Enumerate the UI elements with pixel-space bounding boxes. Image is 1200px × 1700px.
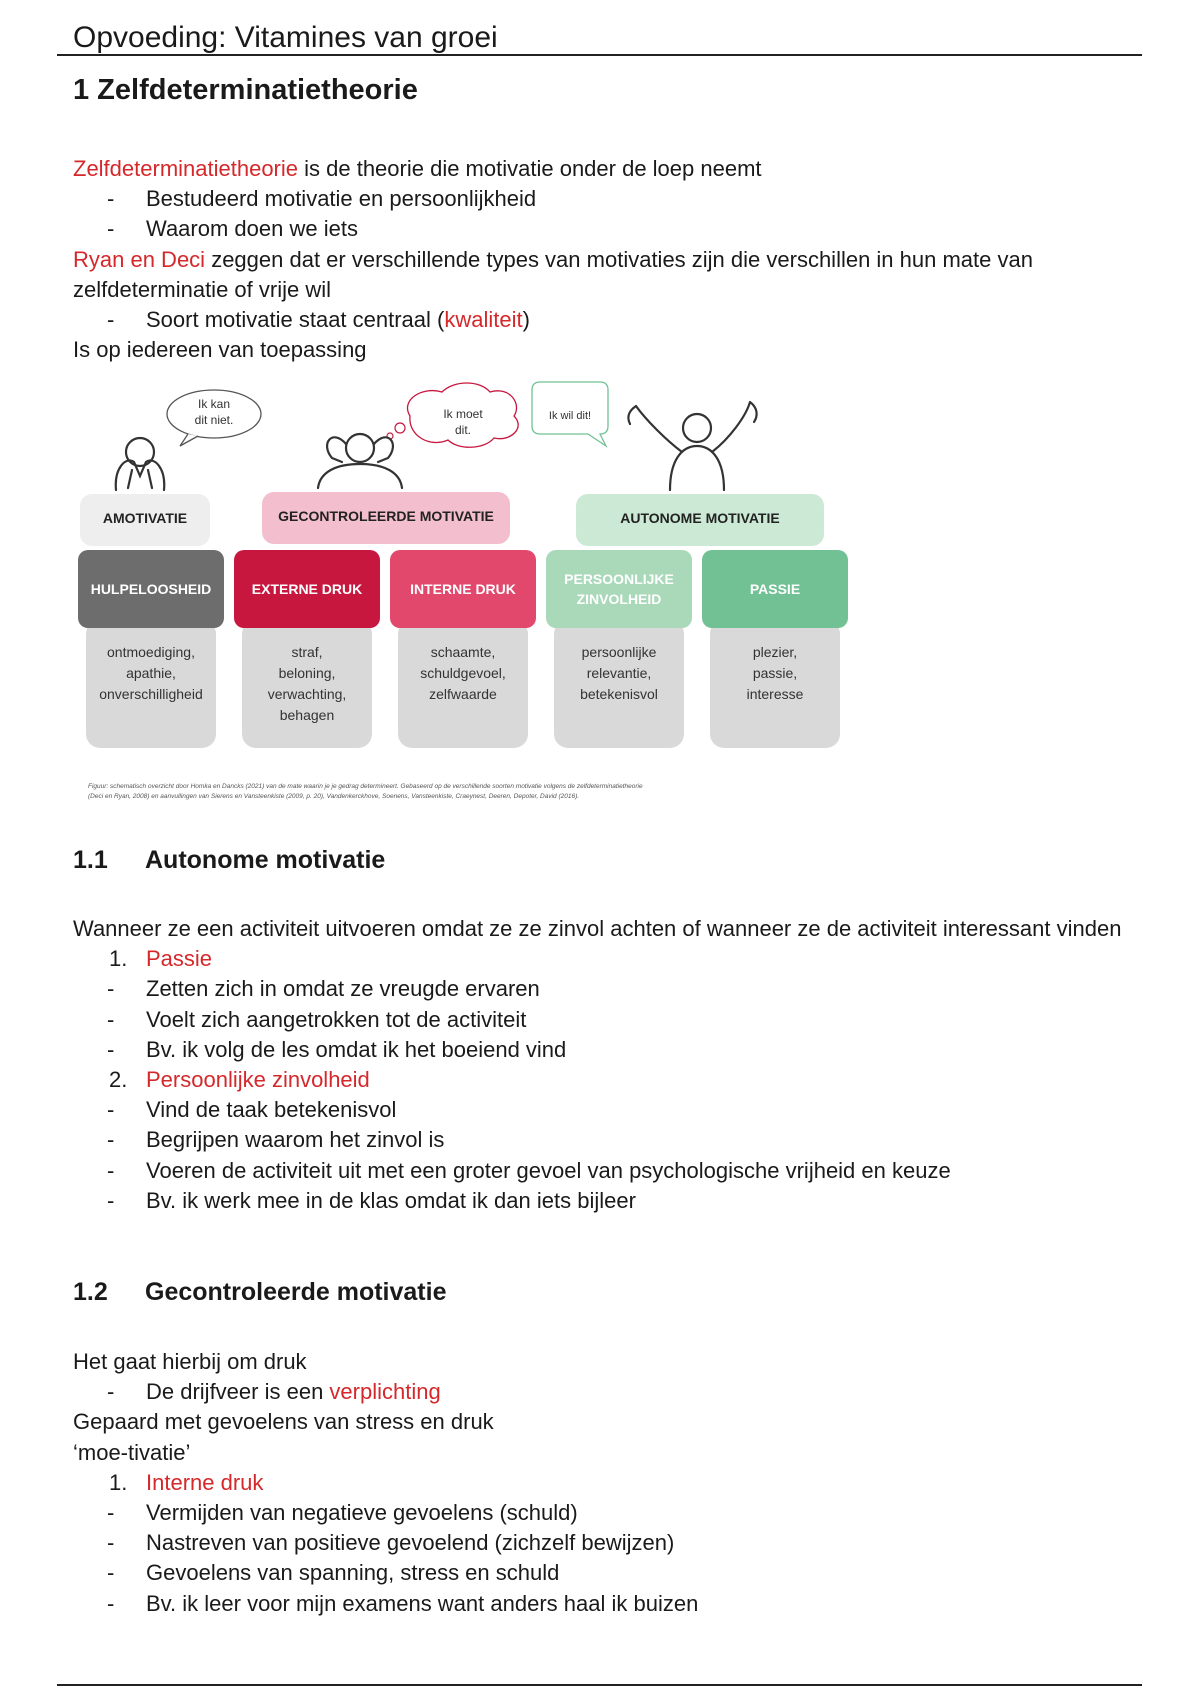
term-verplichting: verplichting (329, 1379, 441, 1405)
list-item: - Nastreven van positieve gevoelend (zichzelf bewijzen) (107, 1530, 675, 1556)
document-header (57, 22, 1142, 56)
numbered-item-interne-druk: 1. Interne druk (109, 1469, 264, 1495)
speech-bubble-1-tail (180, 434, 198, 446)
category-passie: PASSIE (702, 550, 848, 628)
category-interne-druk: INTERNE DRUK (390, 550, 536, 628)
list-item: - Voelt zich aangetrokken tot de activiteit (107, 1006, 527, 1032)
list-item: - Vind de taak betekenisvol (107, 1097, 397, 1123)
list-item: - Bv. ik leer voor mijn examens want anders haal ik buizen (107, 1590, 699, 1616)
helpless-figure-icon (116, 438, 164, 490)
desc-externe-druk: straf, beloning, verwachting, behagen (242, 620, 372, 748)
section-1-1-title: 1.1 Autonome motivatie (73, 846, 386, 874)
intro-line: Zelfdeterminatietheorie is de theorie die motivatie onder de loep neemt (73, 156, 762, 181)
section-1-1-body (73, 914, 1133, 1216)
group-gecontroleerde-motivatie: GECONTROLEERDE MOTIVATIE (262, 492, 510, 544)
list-item: - Zetten zich in omdat ze vreugde ervaren (107, 976, 540, 1002)
list-item: - Begrijpen waarom het zinvol is (107, 1127, 445, 1153)
group-autonome-motivatie: AUTONOME MOTIVATIE (576, 494, 824, 546)
list-item: - Waarom doen we iets (107, 216, 358, 242)
section-1-2-body (73, 1347, 1133, 1619)
stressed-figure-icon (318, 434, 402, 488)
ryan-deci-line: Ryan en Deci zeggen dat er verschillende types van motivaties zijn die verschillen in hun mate van zelfdeterminatie of vrije wil (73, 246, 1033, 302)
bubble-1-text: Ik kan dit niet. (194, 397, 234, 427)
section-1-body (73, 154, 1133, 365)
category-hulpeloosheid: HULPELOOSHEID (78, 550, 224, 628)
desc-interne-druk: schaamte, schuldgevoel, zelfwaarde (398, 620, 528, 748)
numbered-item-passie: 1. Passie (109, 946, 213, 972)
list-item: - Bv. ik volg de les omdat ik het boeiend vind (107, 1036, 567, 1062)
term-ryan-deci: Ryan en Deci (73, 246, 206, 272)
bubble-2-text: Ik moet dit. (443, 407, 483, 437)
category-persoonlijke-zinvolheid: PERSOONLIJKE ZINVOLHEID (546, 550, 692, 628)
list-item: - Voeren de activiteit uit met een groter gevoel van psychologische vrijheid en keuze (107, 1157, 951, 1183)
section-1-2-title: 1.2 Gecontroleerde motivatie (73, 1278, 447, 1306)
numbered-item-zinvolheid: 2. Persoonlijke zinvolheid (109, 1067, 370, 1093)
desc-passie: plezier, passie, interesse (710, 620, 840, 748)
footer-rule (57, 1684, 1142, 1686)
motivation-diagram (70, 380, 870, 810)
stress-line: Gepaard met gevoelens van stress en druk (73, 1409, 494, 1435)
bubble-3-text: Ik wil dit! (548, 410, 592, 422)
list-item: - Bv. ik werk mee in de klas omdat ik dan iets bijleer (107, 1187, 636, 1213)
closing-line: Is op iedereen van toepassing (73, 337, 367, 363)
section-1-title: 1 Zelfdeterminatietheorie (73, 74, 418, 106)
desc-persoonlijke-zinvolheid: persoonlijke relevantie, betekenisvol (554, 620, 684, 748)
header-title: Opvoeding: Vitamines van groei (73, 21, 498, 54)
list-item: - Bestudeerd motivatie en persoonlijkheid (107, 186, 537, 212)
moe-tivatie-line: ‘moe-tivatie’ (73, 1439, 191, 1465)
list-item: - De drijfveer is een verplichting (107, 1379, 441, 1405)
list-item: - Soort motivatie staat centraal (kwaliteit) (107, 307, 530, 333)
category-externe-druk: EXTERNE DRUK (234, 550, 380, 628)
group-amotivatie: AMOTIVATIE (80, 494, 210, 546)
gecontroleerde-intro: Het gaat hierbij om druk (73, 1349, 307, 1374)
autonome-intro: Wanneer ze een activiteit uitvoeren omdat ze ze zinvol achten of wanneer ze de activiteit interessant vinden (73, 916, 1122, 941)
term-kwaliteit: kwaliteit (444, 307, 523, 333)
list-item: - Vermijden van negatieve gevoelens (schuld) (107, 1500, 578, 1526)
list-item: - Gevoelens van spanning, stress en schuld (107, 1560, 560, 1586)
figure-caption: Figuur: schematisch overzicht door Homka en Dancks (2021) van de mate waarin je je gedrag determineert. Gebaseerd op de verschillende soorten motivatie volgens de zelfdeterminatietheorie (Deci en Ryan, 2008) en aanvullingen van Sierens en Vansteenkiste (2009, p. 20), Vandenkerckhove, Soenens, Vansteenkiste, Craeynest, Deeren, Depoter, David (2016). (88, 783, 643, 800)
joyful-figure-icon (628, 402, 756, 490)
thought-dot (395, 423, 405, 433)
term-zelfdeterminatietheorie: Zelfdeterminatietheorie (73, 156, 299, 181)
desc-hulpeloosheid: ontmoediging, apathie, onverschilligheid (86, 620, 216, 748)
